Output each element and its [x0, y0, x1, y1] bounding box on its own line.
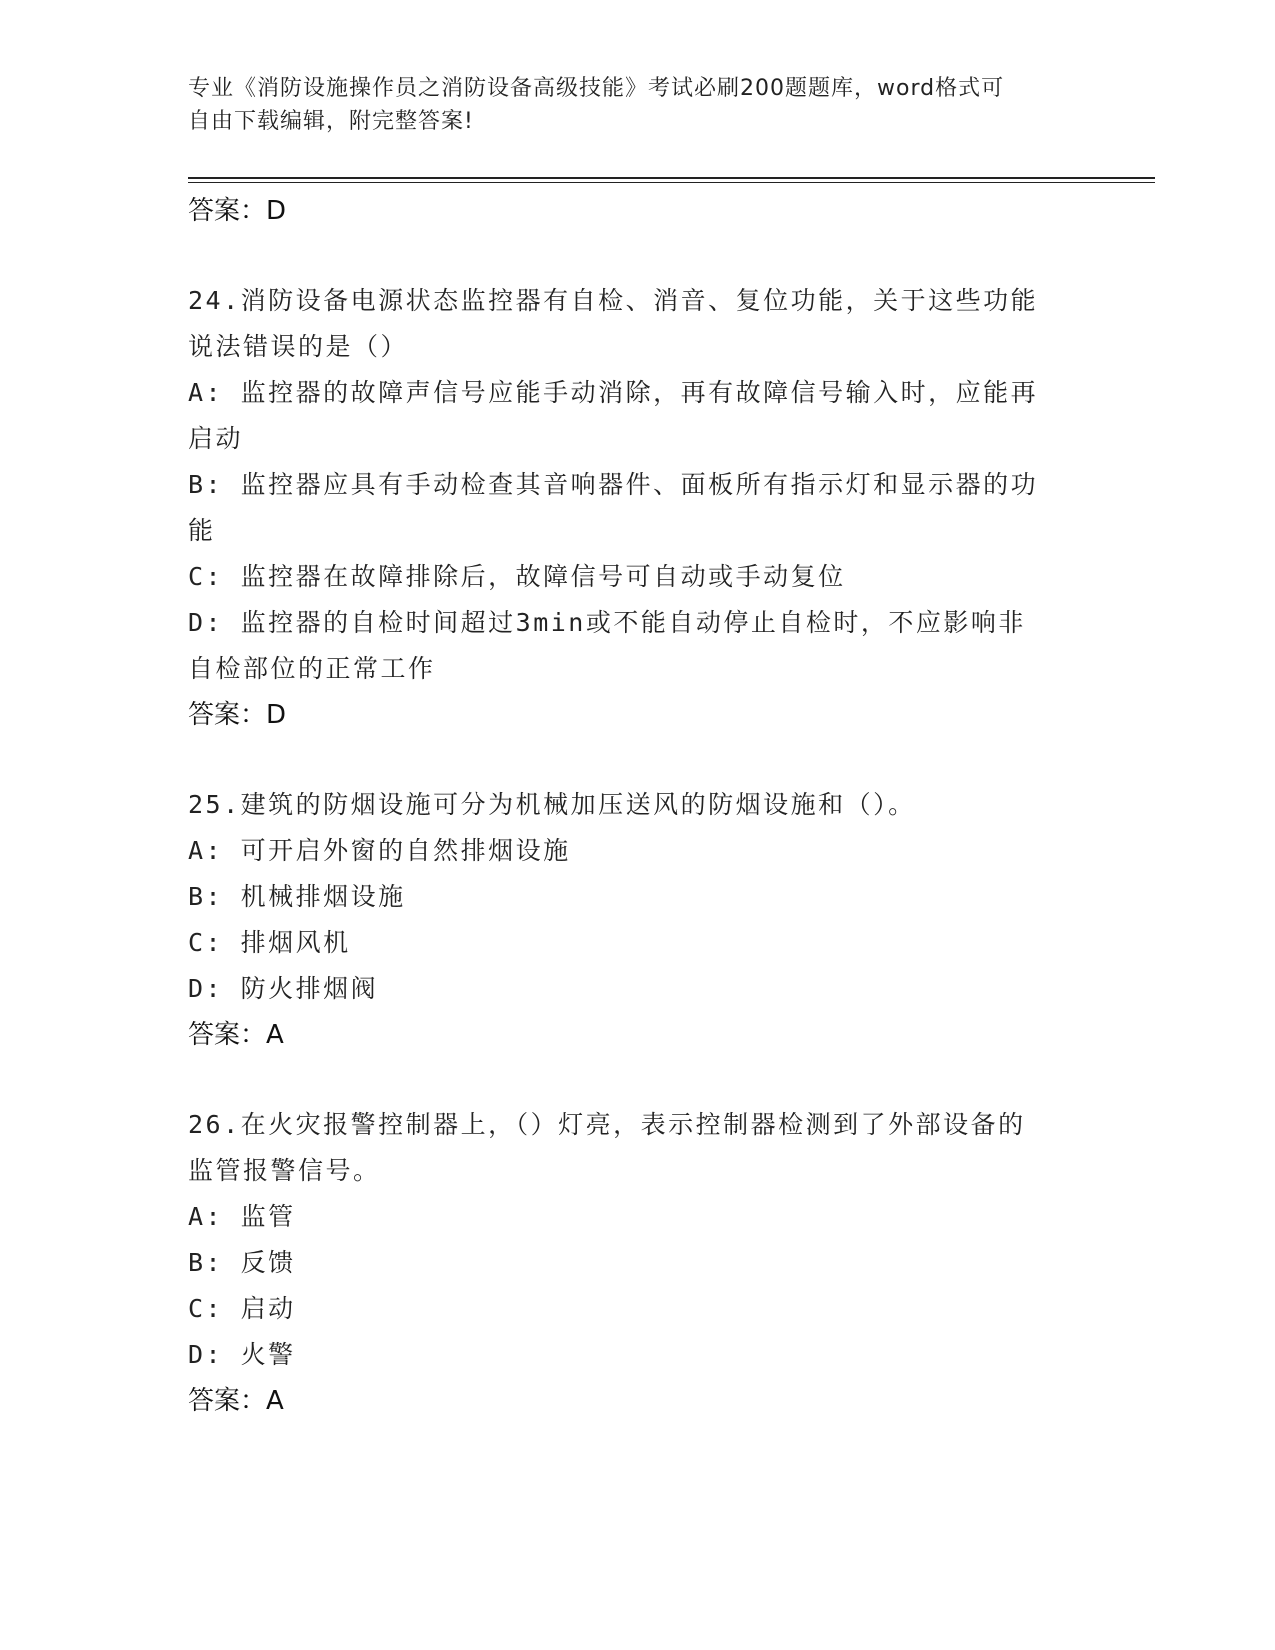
header-line-2: 自由下载编辑，附完整答案!	[188, 109, 474, 134]
option-b: B: 监控器应具有手动检查其音响器件、面板所有指示灯和显示器的功	[188, 470, 1039, 499]
header-rule-thin	[188, 182, 1155, 183]
document-body	[188, 188, 1088, 1424]
question-stem: 说法错误的是（）	[188, 332, 409, 361]
answer-26: 答案：A	[188, 1386, 284, 1416]
option-c: C: 排烟风机	[188, 928, 351, 957]
option-d: D: 监控器的自检时间超过3min或不能自动停止自检时，不应影响非	[188, 608, 1026, 637]
option-a: A: 监管	[188, 1202, 296, 1231]
header-line-1: 专业《消防设施操作员之消防设备高级技能》考试必刷200题题库，word格式可	[188, 76, 1005, 101]
option-c: C: 监控器在故障排除后，故障信号可自动或手动复位	[188, 562, 846, 591]
option-d: D: 防火排烟阀	[188, 974, 379, 1003]
question-stem: 24.消防设备电源状态监控器有自检、消音、复位功能，关于这些功能	[188, 286, 1039, 315]
option-b: B: 反馈	[188, 1248, 296, 1277]
header-rule-thick	[188, 177, 1155, 179]
option-b-cont: 能	[188, 516, 216, 545]
question-24	[188, 278, 1088, 738]
option-b: B: 机械排烟设施	[188, 882, 406, 911]
option-a: A: 可开启外窗的自然排烟设施	[188, 836, 571, 865]
question-stem: 监管报警信号。	[188, 1156, 381, 1185]
question-stem: 26.在火灾报警控制器上，（）灯亮，表示控制器检测到了外部设备的	[188, 1110, 1026, 1139]
option-d: D: 火警	[188, 1340, 296, 1369]
answer-25: 答案：A	[188, 1020, 284, 1050]
page-header	[188, 72, 1088, 138]
question-stem: 25.建筑的防烟设施可分为机械加压送风的防烟设施和（）。	[188, 790, 916, 819]
answer-23: 答案：D	[188, 196, 287, 226]
answer-24: 答案：D	[188, 700, 287, 730]
option-c: C: 启动	[188, 1294, 296, 1323]
question-25	[188, 782, 1088, 1058]
question-26	[188, 1102, 1088, 1424]
option-d-cont: 自检部位的正常工作	[188, 654, 436, 683]
option-a-cont: 启动	[188, 424, 244, 453]
option-a: A: 监控器的故障声信号应能手动消除，再有故障信号输入时，应能再	[188, 378, 1039, 407]
